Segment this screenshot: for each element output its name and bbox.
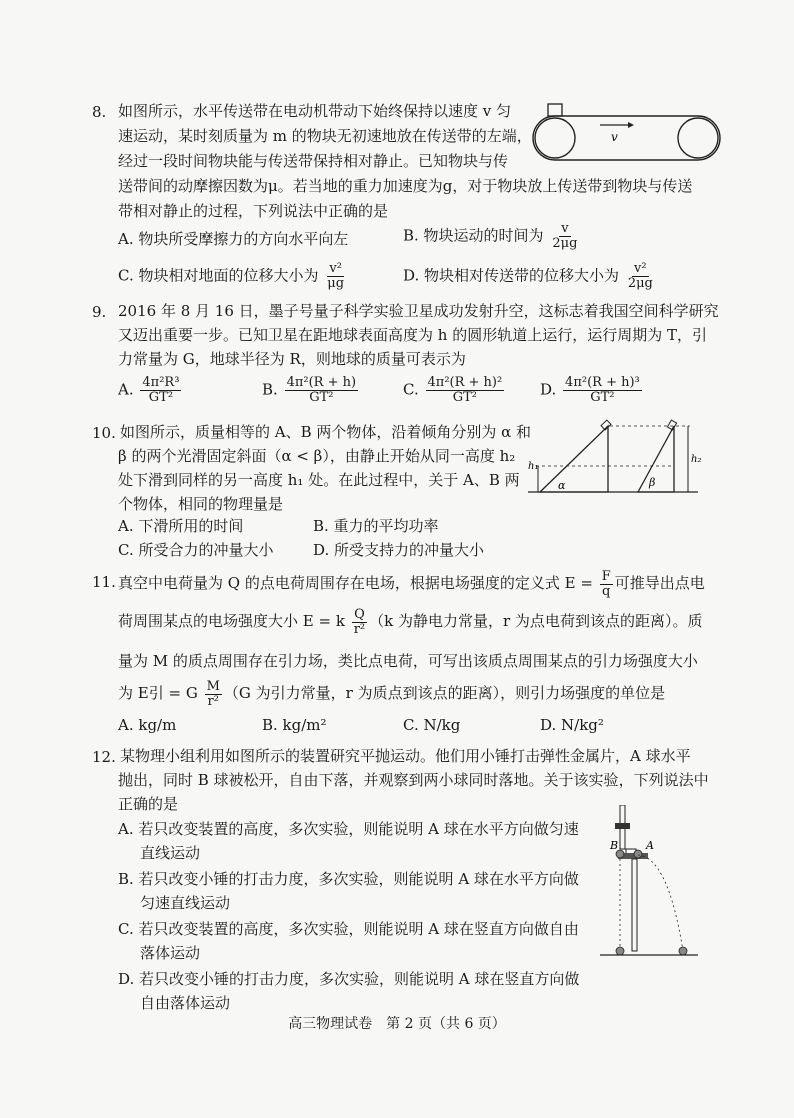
q9-option-b-fraction [285, 376, 359, 405]
q8-number: 8. [92, 103, 107, 121]
q12-stem-line-3: 正确的是 [118, 795, 179, 813]
q10-option-b: B. 重力的平均功率 [313, 517, 439, 535]
q11-number: 11. [92, 573, 116, 591]
q12-option-a-line-1: A. 若只改变装置的高度，多次实验，则能说明 A 球在水平方向做匀速 [118, 820, 579, 838]
q9-option-c-denominator: GT² [452, 390, 477, 405]
q10-stem-line-1: 如图所示，质量相等的 A、B 两个物体，沿着倾角分别为 α 和 [120, 423, 532, 441]
q11-option-b: B. kg/m² [262, 716, 327, 734]
alpha-label: α [558, 479, 566, 492]
ball-b-label: B [610, 839, 619, 852]
q9-option-d-denominator: GT² [590, 390, 615, 405]
q10-option-d: D. 所受支持力的冲量大小 [313, 541, 485, 559]
q9-option-b-numerator: 4π²(R + h) [286, 375, 357, 390]
q11-line4-tail: （G 为引力常量，r 为质点到该点的距离），则引力场强度的单位是 [223, 684, 666, 702]
q9-stem-line-2: 又迈出重要一步。已知卫星在距地球表面高度为 h 的圆形轨道上运行，运行周期为 T，引 [118, 326, 707, 344]
q12-option-d-line-2: 自由落体运动 [140, 994, 231, 1012]
q12-option-a-line-2: 直线运动 [140, 844, 201, 862]
q9-option-b-label: B. [262, 380, 278, 399]
right-pulley [678, 118, 718, 158]
q8-option-b [403, 222, 581, 251]
q12-stem-line-1: 某物理小组利用如图所示的装置研究平抛运动。他们用小锤打击弹性金属片，A 球水平 [120, 747, 691, 765]
q8-option-b-numerator: v [561, 221, 569, 236]
ball-a-path [638, 855, 683, 951]
q8-stem-line-2: 速运动，某时刻质量为 m 的物块无初速地放在传送带的左端， [118, 127, 532, 145]
q9-stem-line-3: 力常量为 G，地球半径为 R，则地球的质量可表示为 [118, 350, 466, 368]
q11-line2-denominator: r² [353, 621, 366, 637]
q11-line1-numerator: F [601, 568, 611, 584]
q11-stem-line-1 [118, 566, 705, 600]
q9-option-b [262, 376, 360, 405]
q11-line4-denominator: r² [207, 693, 219, 709]
q11-line1-denominator: q [602, 583, 611, 599]
q9-stem-line-1: 2016 年 8 月 16 日，墨子号量子科学实验卫星成功发射升空，这标志着我国空间科学研究 [118, 302, 719, 320]
q8-stem-line-4: 送带间的动摩擦因数为μ。若当地的重力加速度为g，对于物块放上传送带到物块与传送 [118, 177, 693, 195]
q11-coulomb-fraction [352, 608, 367, 637]
q12-stem-line-2: 抛出，同时 B 球被松开，自由下落，并观察到两小球同时落地。关于该实验，下列说法中 [118, 771, 709, 789]
q9-option-c [403, 376, 506, 405]
q11-stem-line-2 [118, 604, 702, 638]
q9-option-a-numerator: 4π²R³ [142, 375, 180, 390]
q8-option-c-denominator: μg [327, 276, 345, 291]
ball-b-landed [616, 947, 624, 955]
q12-option-c-line-2: 落体运动 [140, 944, 201, 962]
stand-pole [632, 859, 637, 951]
q9-option-d [540, 376, 644, 405]
q9-option-a [118, 376, 183, 405]
q10-option-a: A. 下滑所用的时间 [118, 517, 244, 535]
q8-option-a: A. 物块所受摩擦力的方向水平向左 [118, 230, 349, 248]
q8-option-b-text: B. 物块运动的时间为 [403, 226, 544, 245]
q11-line1-text: 真空中电荷量为 Q 的点电荷周围存在电场，根据电场强度的定义式 E = [118, 574, 593, 592]
q12-option-b-line-1: B. 若只改变小锤的打击力度，多次实验，则能说明 A 球在水平方向做 [118, 870, 579, 888]
q11-option-c: C. N/kg [403, 716, 461, 734]
q9-option-c-label: C. [403, 380, 419, 399]
q8-option-b-fraction [550, 222, 579, 251]
q8-option-d-numerator: v² [634, 261, 647, 276]
q11-field-definition-fraction [600, 570, 613, 599]
incline-beta [638, 426, 674, 492]
q9-option-c-numerator: 4π²(R + h)² [427, 375, 503, 390]
page-footer: 高三物理试卷 第 2 页（共 6 页） [288, 1016, 506, 1032]
q9-option-c-fraction [426, 376, 505, 405]
left-pulley [535, 118, 575, 158]
h1-label: h₁ [528, 461, 539, 472]
q11-line2-tail: （k 为静电力常量，r 为点电荷到该点的距离）。质 [369, 612, 703, 630]
belt-outline [533, 116, 720, 160]
q11-line4-numerator: M [206, 678, 220, 694]
velocity-label: v [611, 130, 618, 144]
q11-stem-line-3: 量为 M 的质点周围存在引力场，类比点电荷，可写出该质点周围某点的引力场强度大小 [118, 652, 698, 670]
q12-number: 12. [92, 748, 116, 766]
block-shape [548, 104, 562, 116]
incline-figure [528, 414, 708, 496]
q8-stem-line-1: 如图所示，水平传送带在电动机带动下始终保持以速度 v 匀 [118, 102, 512, 120]
q8-option-d-text: D. 物块相对传送带的位移大小为 [403, 266, 620, 285]
incline-alpha [540, 426, 608, 492]
projectile-apparatus-figure [598, 805, 708, 965]
q9-option-a-denominator: GT² [148, 390, 174, 405]
q8-stem-line-5: 带相对静止的过程，下列说法中正确的是 [118, 202, 389, 220]
ball-a [634, 850, 642, 858]
q10-stem-line-4: 个物体，相同的物理量是 [118, 495, 284, 513]
q11-line4-text: 为 E引 = G [118, 684, 198, 702]
q8-option-c-fraction [325, 262, 346, 291]
q8-option-d-denominator: 2μg [627, 276, 653, 291]
q11-gravity-fraction [205, 680, 222, 709]
q9-option-d-fraction [563, 376, 642, 405]
q8-option-d-fraction [626, 262, 655, 291]
q11-stem-line-4 [118, 676, 665, 710]
q9-option-a-fraction [140, 376, 181, 405]
q10-option-c: C. 所受合力的冲量大小 [118, 541, 274, 559]
q8-option-d [403, 262, 657, 291]
q11-line2-text: 荷周围某点的电场强度大小 E = k [118, 612, 345, 630]
q9-option-d-numerator: 4π²(R + h)³ [565, 375, 640, 390]
q12-option-d-line-1: D. 若只改变小锤的打击力度，多次实验，则能说明 A 球在竖直方向做 [118, 970, 580, 988]
h2-label: h₂ [691, 454, 702, 465]
q9-option-b-denominator: GT² [309, 390, 334, 405]
q8-stem-line-3: 经过一段时间物块能与传送带保持相对静止。已知物块与传 [118, 152, 509, 170]
q8-option-c-numerator: v² [329, 261, 342, 276]
q12-option-b-line-2: 匀速直线运动 [140, 894, 231, 912]
q11-option-d: D. N/kg² [540, 716, 604, 734]
q8-option-b-denominator: 2μg [552, 236, 578, 251]
q11-line1-tail: 可推导出点电 [614, 574, 705, 592]
q8-option-c [118, 262, 348, 291]
q9-option-d-label: D. [540, 380, 557, 399]
hammer-head [615, 823, 630, 829]
ball-a-label: A [646, 839, 654, 852]
q9-number: 9. [92, 303, 107, 321]
q8-option-c-text: C. 物块相对地面的位移大小为 [118, 266, 319, 285]
beta-label: β [649, 476, 656, 489]
q11-line2-numerator: Q [354, 606, 365, 622]
velocity-arrow-head [628, 122, 634, 128]
q12-option-c-line-1: C. 若只改变装置的高度，多次实验，则能说明 A 球在竖直方向做自由 [118, 920, 579, 938]
ball-a-landed [679, 947, 687, 955]
q10-stem-line-2: β 的两个光滑固定斜面（α < β），由静止开始从同一高度 h₂ [118, 447, 516, 465]
q9-option-a-label: A. [118, 380, 134, 399]
conveyor-belt-figure [528, 98, 728, 164]
q10-number: 10. [92, 424, 116, 442]
q10-stem-line-3: 处下滑到同样的另一高度 h₁ 处。在此过程中，关于 A、B 两 [118, 471, 520, 489]
q11-option-a: A. kg/m [118, 716, 177, 734]
